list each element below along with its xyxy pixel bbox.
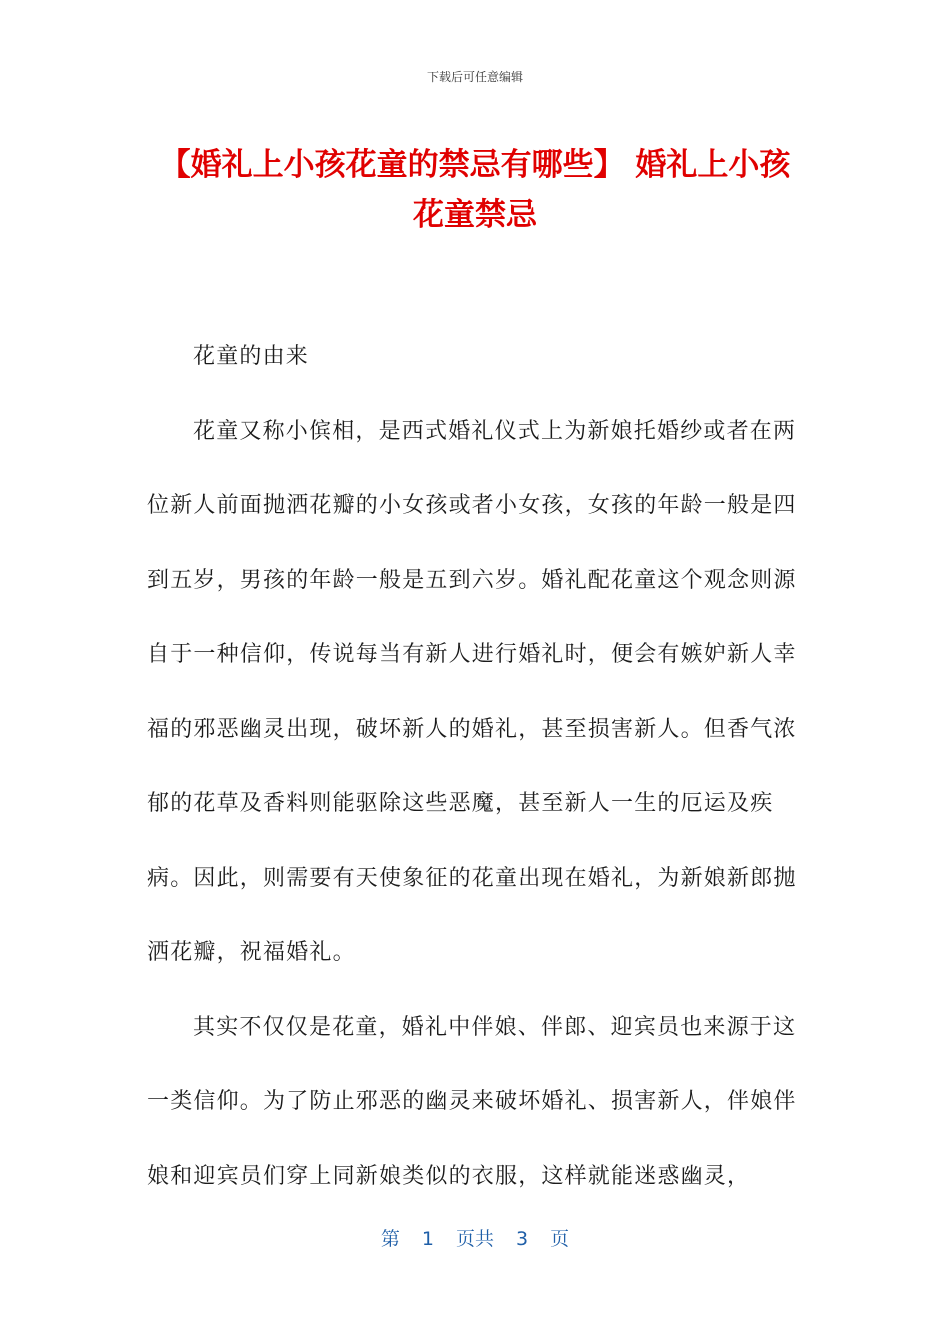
- footer-middle: 页共: [455, 1228, 494, 1250]
- total-pages-number: 3: [516, 1228, 529, 1250]
- page-number-footer: [0, 1224, 950, 1251]
- paragraph: 花童又称小傧相，是西式婚礼仪式上为新娘托婚纱或者在两位新人前面抛洒花瓣的小女孩或者小女孩，女孩的年龄一般是四到五岁，男孩的年龄一般是五到六岁。婚礼配花童这个观念则源自于一种信仰，传说每当有新人进行婚礼时，便会有嫉妒新人幸福的邪恶幽灵出现，破坏新人的婚礼，甚至损害新人。但香气浓郁的花草及香料则能驱除这些恶魔，甚至新人一生的厄运及疾病。因此，则需要有天使象征的花童出现在婚礼，为新娘新郎抛洒花瓣，祝福婚礼。: [147, 418, 797, 965]
- paragraph: 其实不仅仅是花童，婚礼中伴娘、伴郎、迎宾员也来源于这一类信仰。为了防止邪恶的幽灵来破坏婚礼、损害新人，伴娘伴娘和迎宾员们穿上同新娘类似的衣服，这样就能迷惑幽灵，: [147, 1014, 797, 1189]
- header-note: 下载后可任意编辑: [426, 70, 523, 84]
- document-body: [147, 320, 807, 1214]
- footer-prefix: 第: [380, 1228, 400, 1250]
- footer-suffix: 页: [550, 1228, 570, 1250]
- document-title: 【婚礼上小孩花童的禁忌有哪些】 婚礼上小孩花童禁忌: [159, 147, 791, 233]
- current-page-number: 1: [421, 1228, 434, 1250]
- paragraph-heading: 花童的由来: [193, 344, 310, 369]
